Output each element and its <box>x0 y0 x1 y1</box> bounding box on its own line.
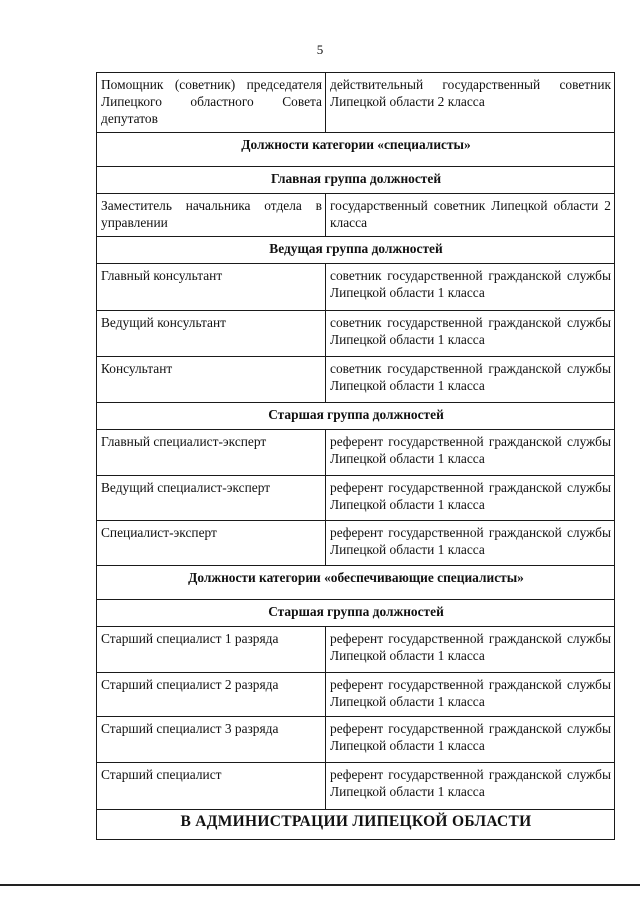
group-heading-row <box>97 600 615 627</box>
rank-cell: референт государственной гражданской службы Липецкой области 1 класса <box>326 521 615 566</box>
table-row <box>97 476 615 521</box>
section-heading-row <box>97 133 615 167</box>
group-heading-row <box>97 403 615 430</box>
position-cell: Старший специалист 2 разряда <box>97 673 326 717</box>
table-row <box>97 430 615 476</box>
table-row <box>97 627 615 673</box>
group-heading-row <box>97 237 615 264</box>
table-row <box>97 521 615 566</box>
rank-cell: референт государственной гражданской службы Липецкой области 1 класса <box>326 430 615 476</box>
group-heading: Главная группа должностей <box>97 167 615 194</box>
position-cell: Старший специалист <box>97 763 326 810</box>
rank-cell: советник государственной гражданской службы Липецкой области 1 класса <box>326 311 615 357</box>
table-row <box>97 194 615 237</box>
group-heading-row <box>97 167 615 194</box>
rank-cell: советник государственной гражданской службы Липецкой области 1 класса <box>326 264 615 311</box>
rank-cell: действительный государственный советник Липецкой области 2 класса <box>326 73 615 133</box>
table-row <box>97 357 615 403</box>
rank-cell: референт государственной гражданской службы Липецкой области 1 класса <box>326 763 615 810</box>
positions-table <box>96 72 615 840</box>
rank-cell: референт государственной гражданской службы Липецкой области 1 класса <box>326 717 615 763</box>
table-row <box>97 311 615 357</box>
category-heading: Должности категории «обеспечивающие специалисты» <box>97 566 615 600</box>
position-cell: Специалист-эксперт <box>97 521 326 566</box>
group-heading: Ведущая группа должностей <box>97 237 615 264</box>
group-heading: Старшая группа должностей <box>97 600 615 627</box>
table-row <box>97 717 615 763</box>
position-cell: Главный консультант <box>97 264 326 311</box>
administration-heading: В АДМИНИСТРАЦИИ ЛИПЕЦКОЙ ОБЛАСТИ <box>97 810 615 840</box>
group-heading: Старшая группа должностей <box>97 403 615 430</box>
rank-cell: референт государственной гражданской службы Липецкой области 1 класса <box>326 476 615 521</box>
rank-cell: референт государственной гражданской службы Липецкой области 1 класса <box>326 627 615 673</box>
table-row <box>97 264 615 311</box>
position-cell: Старший специалист 3 разряда <box>97 717 326 763</box>
rank-cell: референт государственной гражданской службы Липецкой области 1 класса <box>326 673 615 717</box>
position-cell: Старший специалист 1 разряда <box>97 627 326 673</box>
table-row <box>97 673 615 717</box>
position-cell: Главный специалист-эксперт <box>97 430 326 476</box>
bottom-divider <box>0 884 640 886</box>
position-cell: Консультант <box>97 357 326 403</box>
administration-heading-row <box>97 810 615 840</box>
table-row <box>97 73 615 133</box>
position-cell: Ведущий консультант <box>97 311 326 357</box>
section-heading: Должности категории «специалисты» <box>97 133 615 167</box>
position-cell: Ведущий специалист-эксперт <box>97 476 326 521</box>
category-heading-row <box>97 566 615 600</box>
position-cell: Помощник (советник) председателя Липецкого областного Совета депутатов <box>97 73 326 133</box>
rank-cell: советник государственной гражданской службы Липецкой области 1 класса <box>326 357 615 403</box>
page-number: 5 <box>316 42 324 57</box>
rank-cell: государственный советник Липецкой области 2 класса <box>326 194 615 237</box>
position-cell: Заместитель начальника отдела в управлении <box>97 194 326 237</box>
table-row <box>97 763 615 810</box>
